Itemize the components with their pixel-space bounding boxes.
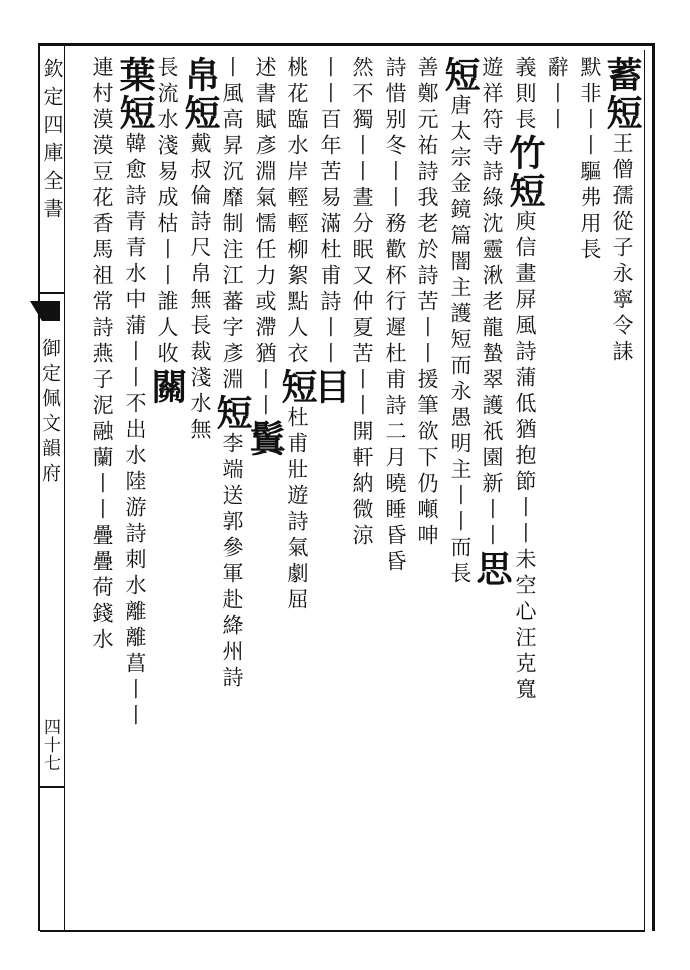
- entry-text: 庾信畫屏風詩蒲低猶抱節丨丨未空心汪克寬: [513, 210, 537, 704]
- text-column: [471, 56, 513, 588]
- text-column: [539, 56, 573, 134]
- text-column: [409, 56, 443, 550]
- entry-text: 義則長: [513, 56, 537, 134]
- top-border: [40, 43, 652, 46]
- entry-text: 述書賦彥淵氣懦任力或滯猶丨丨: [253, 56, 277, 420]
- headword: 短: [276, 368, 318, 406]
- headword: 鬒: [244, 420, 286, 458]
- entry-text: 善鄭元祐詩我老於詩苦丨丨援筆欲下仍噸呻: [415, 56, 439, 550]
- headword: 短: [439, 56, 481, 94]
- text-column: [84, 56, 118, 654]
- entry-text: 李端送郭參軍赴絳州詩: [220, 432, 244, 692]
- headword: 蓄短: [601, 56, 643, 132]
- headword: 竹短: [504, 134, 546, 210]
- text-column: [377, 56, 411, 576]
- bottom-border: [40, 930, 645, 932]
- entry-text: 然不獨丨丨晝分眠又仲夏苦丨丨開軒納微涼: [350, 56, 374, 550]
- entry-text: 杜甫壯遊詩氣劇屈: [285, 406, 309, 614]
- text-column: [572, 56, 606, 264]
- text-column: [309, 56, 351, 406]
- entry-text: 長流水淺易成枯丨丨誰人收: [155, 56, 179, 368]
- collection-title: 欽定四庫全書: [40, 58, 64, 226]
- entry-text: 遊祥符寺詩綠沈靈湫老龍蟄翠護祇園新丨丨: [480, 56, 504, 550]
- text-column: [211, 56, 253, 692]
- entry-text: 唐太宗金鏡篇闇主護短而永愚明主丨丨而長: [448, 94, 472, 588]
- headword: 思: [471, 550, 513, 588]
- headword: 關: [146, 368, 188, 406]
- text-column: [114, 56, 156, 730]
- headword: 目: [309, 368, 351, 406]
- text-column: [439, 56, 481, 588]
- margin-rule: [40, 292, 64, 294]
- text-column: [504, 56, 546, 704]
- entry-text: 默非丨丨驅弗用長: [578, 56, 602, 264]
- headword: 帛短: [179, 56, 221, 132]
- margin-divider: [64, 43, 65, 931]
- entry-text: 王僧孺從子永寧令誄: [610, 132, 634, 366]
- entry-text: 辭丨丨: [545, 56, 569, 134]
- entry-text: 韓愈詩青青水中蒲丨丨不出水陸游詩刺水離離菖丨丨: [123, 132, 147, 730]
- text-column: [344, 56, 378, 550]
- entry-text: 戴叔倫詩尺帛無長裁淺水無: [188, 132, 212, 444]
- entry-text: 詩惜别冬丨丨務歡杯行遲杜甫詩二月曉睡昏昏: [383, 56, 407, 576]
- right-inner-border: [644, 50, 645, 930]
- headword: 短: [211, 394, 253, 432]
- right-border: [652, 43, 655, 931]
- text-column: [276, 56, 318, 614]
- entry-text: 連村漠漠豆花香馬祖常詩燕子泥融蘭丨丨疊疊荷錢水: [90, 56, 114, 654]
- book-title: 御定佩文韻府: [39, 338, 61, 488]
- fish-tail-mark: [30, 301, 60, 321]
- entry-text: 桃花臨水岸輕輕柳絮點人衣: [285, 56, 309, 368]
- entry-text: 丨丨百年苦易滿杜甫詩丨丨: [318, 56, 342, 368]
- headword: 葉短: [114, 56, 156, 132]
- margin-rule: [40, 786, 64, 788]
- entry-text: 丨風高昇沉靡制注江蕃字彥淵: [220, 56, 244, 394]
- page-number: 四十七: [40, 718, 60, 772]
- text-column: [601, 56, 643, 366]
